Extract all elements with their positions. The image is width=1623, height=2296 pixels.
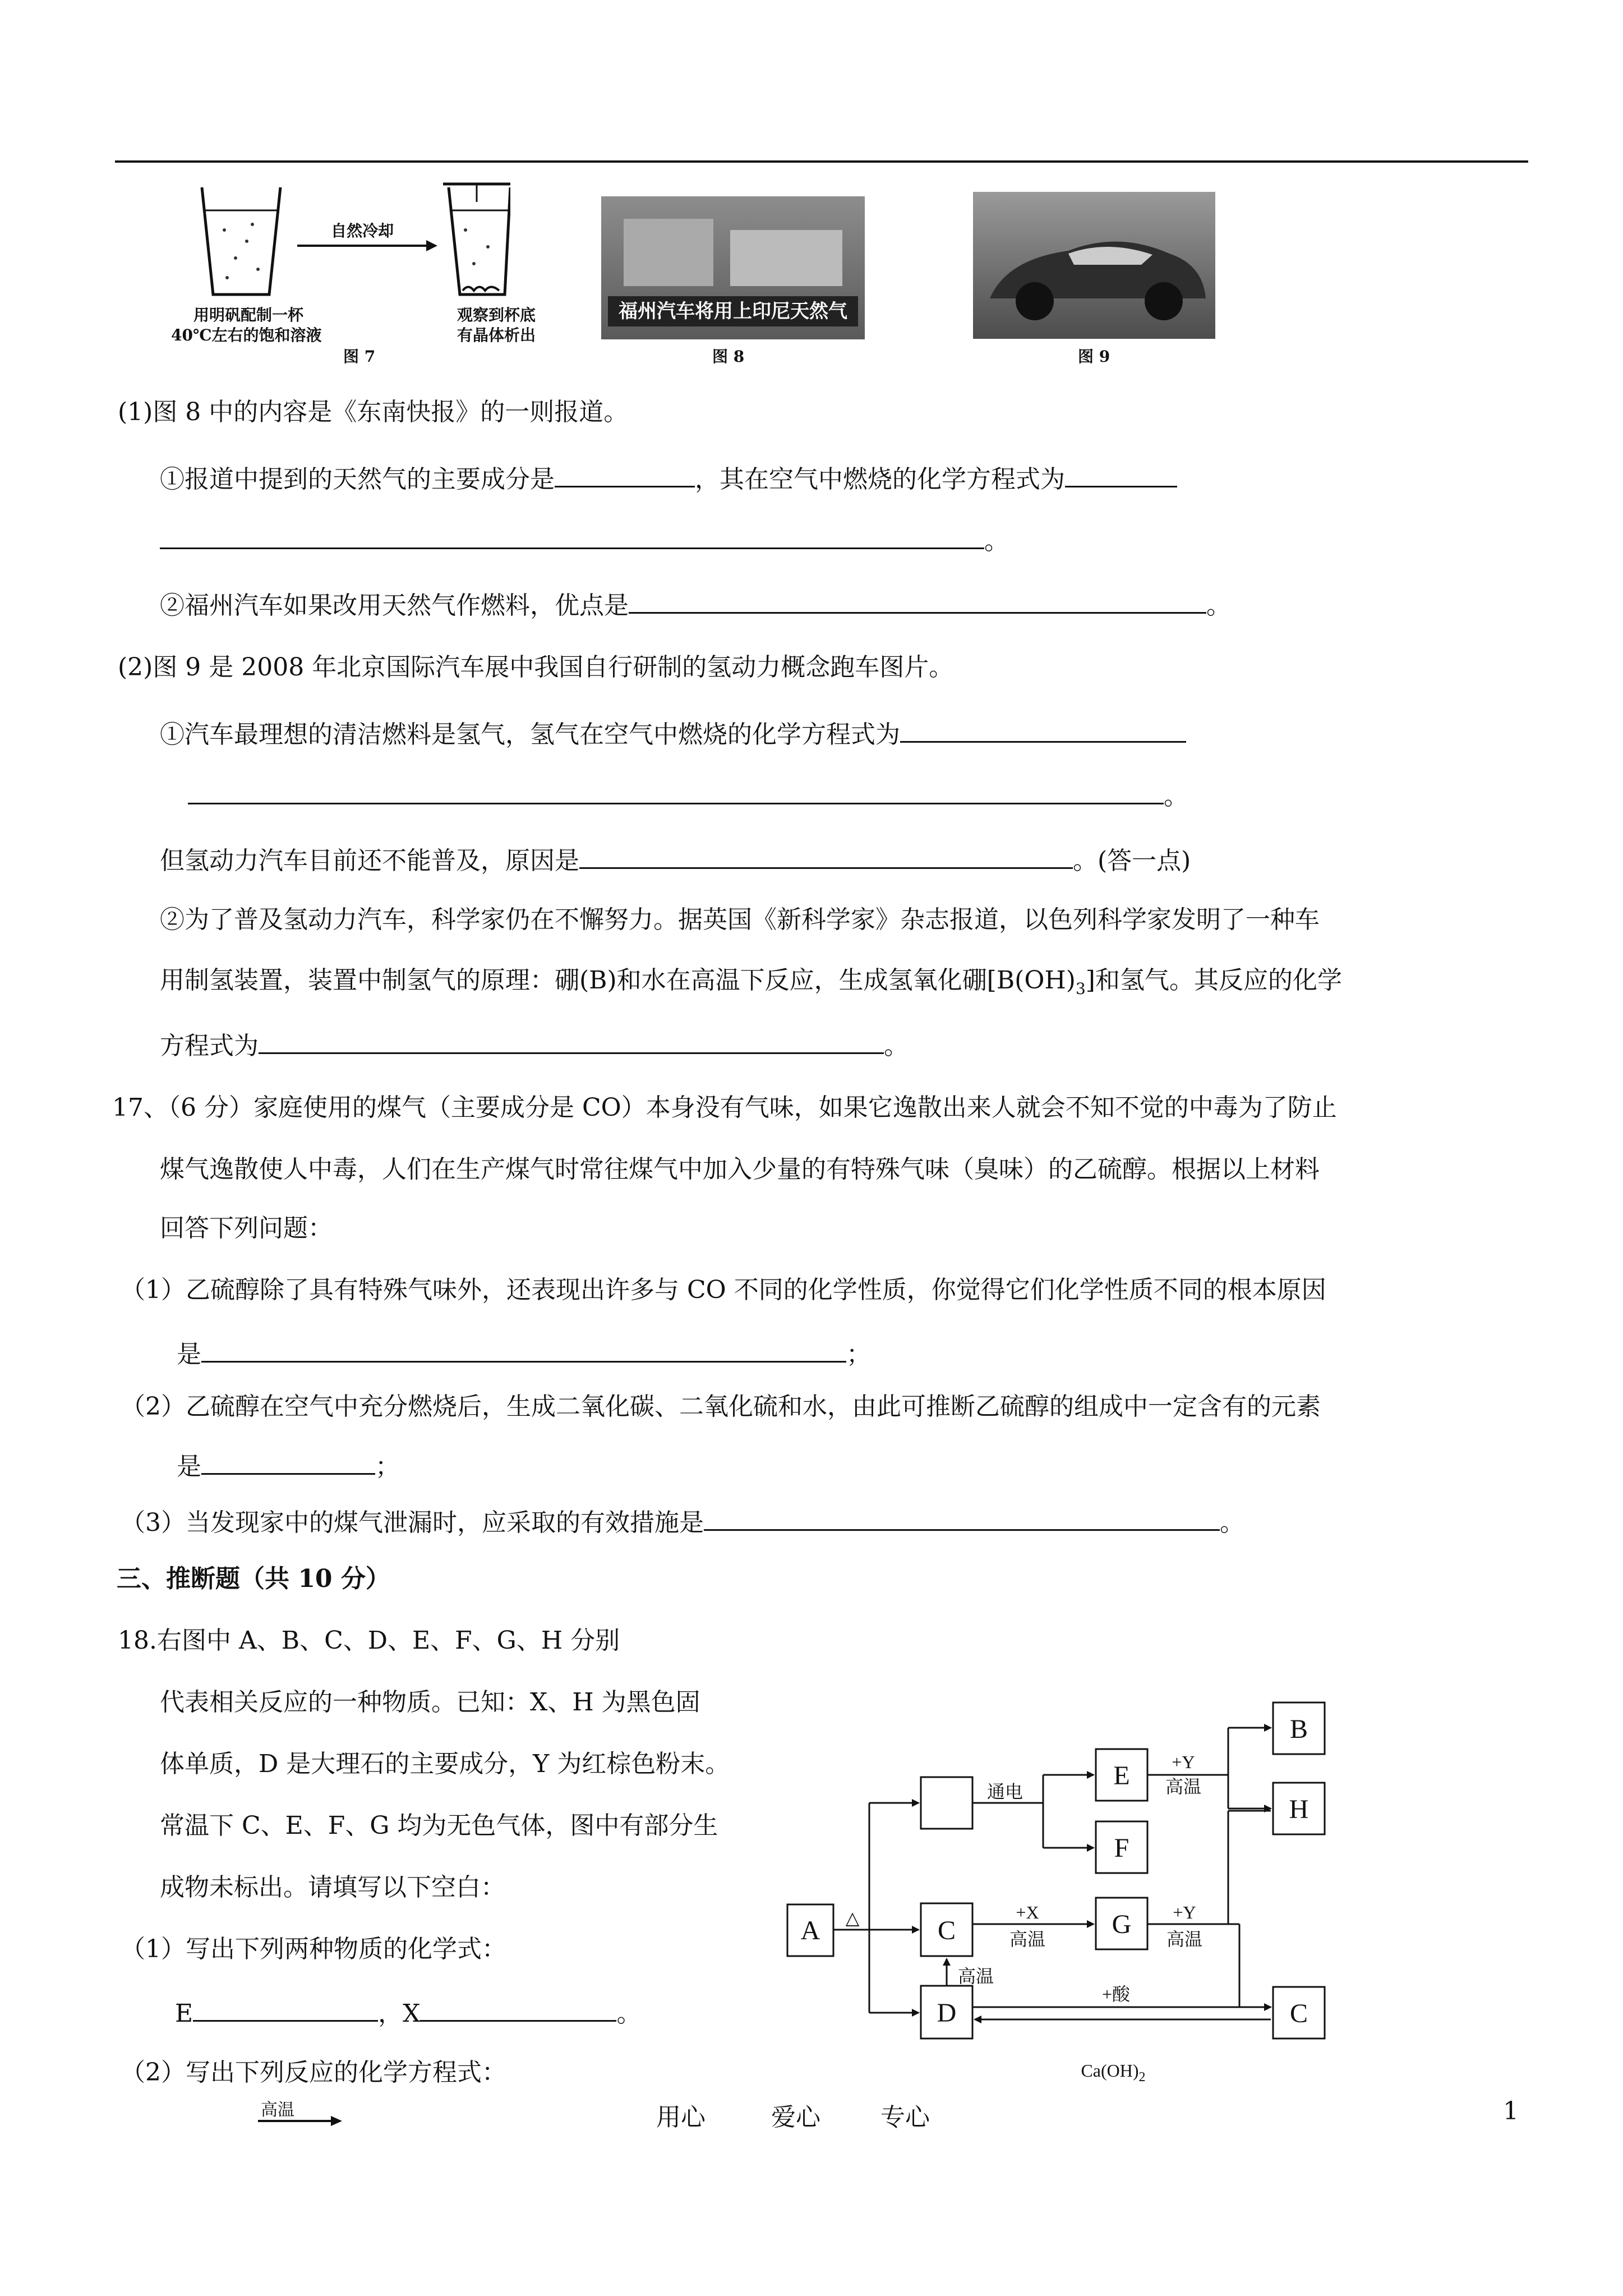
fig8-label: 图 8: [712, 347, 745, 366]
q17-s2-line-2: 是 ；: [177, 1447, 400, 1484]
q17-s1-line-1: （1）乙硫醇除了具有特殊气味外，还表现出许多与 CO 不同的化学性质，你觉得它们化学性质不同的根本原因: [121, 1276, 1326, 1304]
q17-s1-line-2: 是 ；: [177, 1335, 871, 1372]
q16-p2-a-cont: 。: [188, 777, 1188, 813]
q18-s2: （2）写出下列反应的化学方程式：: [121, 2058, 506, 2087]
fig7-arrow-label: 自然冷却: [331, 222, 394, 240]
fig8-headline: 福州汽车将用上印尼天然气: [608, 296, 858, 326]
bottom-arrow-icon: [258, 2115, 342, 2127]
footer-l1: 用心: [656, 2103, 706, 2132]
q18-s1-blanks: E ，X 。: [175, 1994, 641, 2031]
node-b: B: [1289, 1714, 1308, 1744]
q17-s3: （3）当发现家中的煤气泄漏时，应采取的有效措施是 。: [121, 1503, 1244, 1540]
q16-p2-b-3: 方程式为 。: [160, 1027, 909, 1063]
label-plus-acid: +酸: [1101, 1984, 1131, 2004]
q16-p2-a: ①汽车最理想的清洁燃料是氢气，氢气在空气中燃烧的化学方程式为: [160, 715, 1186, 752]
answer-blank[interactable]: [579, 841, 1073, 869]
label-hightemp-3: 高温: [1166, 1929, 1203, 1949]
footer-l3: 专心: [880, 2103, 930, 2132]
q17-line-3: 回答下列问题：: [160, 1214, 333, 1243]
answer-blank[interactable]: [160, 522, 984, 549]
answer-blank-e[interactable]: [193, 1994, 378, 2022]
q16-p1-a-cont: 。: [160, 522, 1009, 558]
q18-s1: （1）写出下列两种物质的化学式：: [121, 1935, 506, 1963]
fig7-label: 图 7: [343, 347, 376, 366]
node-e: E: [1113, 1761, 1130, 1791]
label-hightemp-1: 高温: [1165, 1777, 1202, 1797]
label-heat: △: [845, 1908, 860, 1928]
q16-p1-b: ②福州汽车如果改用天然气作燃料，优点是 。: [160, 586, 1231, 623]
answer-blank[interactable]: [900, 715, 1186, 743]
beaker-right-icon: [443, 184, 510, 295]
node-g: G: [1112, 1910, 1132, 1939]
q18-line-2: 代表相关反应的一种物质。已知：X、H 为黑色固: [160, 1688, 700, 1717]
q16-p2-b-1: ②为了普及氢动力汽车，科学家仍在不懈努力。据英国《新科学家》杂志报道，以色列科学家发明了一种车: [160, 905, 1320, 934]
q16-p2-b-2: 用制氢装置，装置中制氢气的原理：硼(B)和水在高温下反应，生成氢氧化硼$[B(OH)_3]$和氢气。其反应的化学: [160, 966, 1342, 998]
answer-blank[interactable]: [555, 460, 695, 487]
answer-blank[interactable]: [1065, 460, 1177, 487]
figure-9-car-photo: [973, 192, 1215, 339]
fig7-left-caption-1: 用明矾配制一杯: [193, 306, 304, 324]
answer-blank-x[interactable]: [420, 1994, 616, 2022]
label-plus-y-2: +Y: [1173, 1902, 1196, 1922]
node-d: D: [937, 1998, 957, 2028]
q17-s2-line-1: （2）乙硫醇在空气中充分燃烧后，生成二氧化碳、二氧化硫和水，由此可推断乙硫醇的组成中一定含有的元素: [121, 1392, 1321, 1421]
q18-line-4: 常温下 C、E、F、G 均为无色气体，图中有部分生: [160, 1811, 718, 1840]
answer-blank[interactable]: [201, 1335, 846, 1363]
page-number: 1: [1503, 2097, 1519, 2125]
q16-p2-intro: (2)图 9 是 2008 年北京国际汽车展中我国自行研制的氢动力概念跑车图片。: [118, 653, 954, 682]
answer-blank[interactable]: [704, 1503, 1220, 1531]
node-blank-box: [921, 1777, 972, 1829]
q18-line-5: 成物未标出。请填写以下空白：: [160, 1873, 505, 1902]
label-electrolysis: 通电: [986, 1782, 1023, 1802]
label-hightemp-up: 高温: [957, 1966, 994, 1986]
fig7-right-caption-2: 有晶体析出: [457, 326, 536, 344]
node-c2: C: [1289, 1999, 1308, 2028]
answer-blank[interactable]: [188, 777, 1164, 804]
q18-line-3: 体单质，D 是大理石的主要成分，Y 为红棕色粉末。: [160, 1750, 730, 1778]
section-3-title: 三、推断题（共 10 分）: [117, 1565, 390, 1593]
q16-p1-intro: (1)图 8 中的内容是《东南快报》的一则报道。: [118, 398, 629, 426]
node-f: F: [1114, 1833, 1129, 1863]
node-h: H: [1289, 1795, 1309, 1824]
reaction-diagram: [780, 1683, 1340, 2109]
answer-blank[interactable]: [629, 586, 1206, 614]
q17-line-1: 17、（6 分）家庭使用的煤气（主要成分是 CO）本身没有气味，如果它逸散出来人就会不知不觉的中毒为了防止: [112, 1093, 1337, 1122]
q16-p1-a: ①报道中提到的天然气的主要成分是 ，其在空气中燃烧的化学方程式为: [160, 460, 1177, 496]
q18-line-1: 18.右图中 A、B、C、D、E、F、G、H 分别: [118, 1626, 620, 1655]
answer-blank[interactable]: [259, 1027, 884, 1054]
answer-blank[interactable]: [201, 1447, 375, 1475]
label-caoh2: $Ca(OH)_2$: [1081, 2060, 1146, 2085]
label-plus-x: +X: [1016, 1902, 1039, 1922]
label-plus-y-1: +Y: [1172, 1752, 1195, 1772]
node-a: A: [800, 1916, 820, 1945]
footer-l2: 爱心: [771, 2103, 820, 2132]
fig7-right-caption-1: 观察到杯底: [457, 306, 536, 324]
label-hightemp-2: 高温: [1009, 1929, 1046, 1949]
fig9-label: 图 9: [1078, 347, 1110, 366]
fig7-left-caption-2: 40℃左右的饱和溶液: [171, 326, 322, 344]
q16-p2-reason: 但氢动力汽车目前还不能普及，原因是 。(答一点): [160, 841, 1191, 878]
q17-line-2: 煤气逸散使人中毒，人们在生产煤气时常往煤气中加入少量的有特殊气味（臭味）的乙硫醇。根据以上材料: [160, 1155, 1320, 1184]
top-rule: [115, 160, 1528, 163]
bottom-hightemp-label: 高温: [261, 2100, 294, 2120]
figure-8-newspaper-photo: [601, 196, 865, 339]
car-icon: [973, 192, 1215, 339]
beaker-left-icon: [202, 187, 280, 295]
node-c: C: [937, 1916, 956, 1945]
